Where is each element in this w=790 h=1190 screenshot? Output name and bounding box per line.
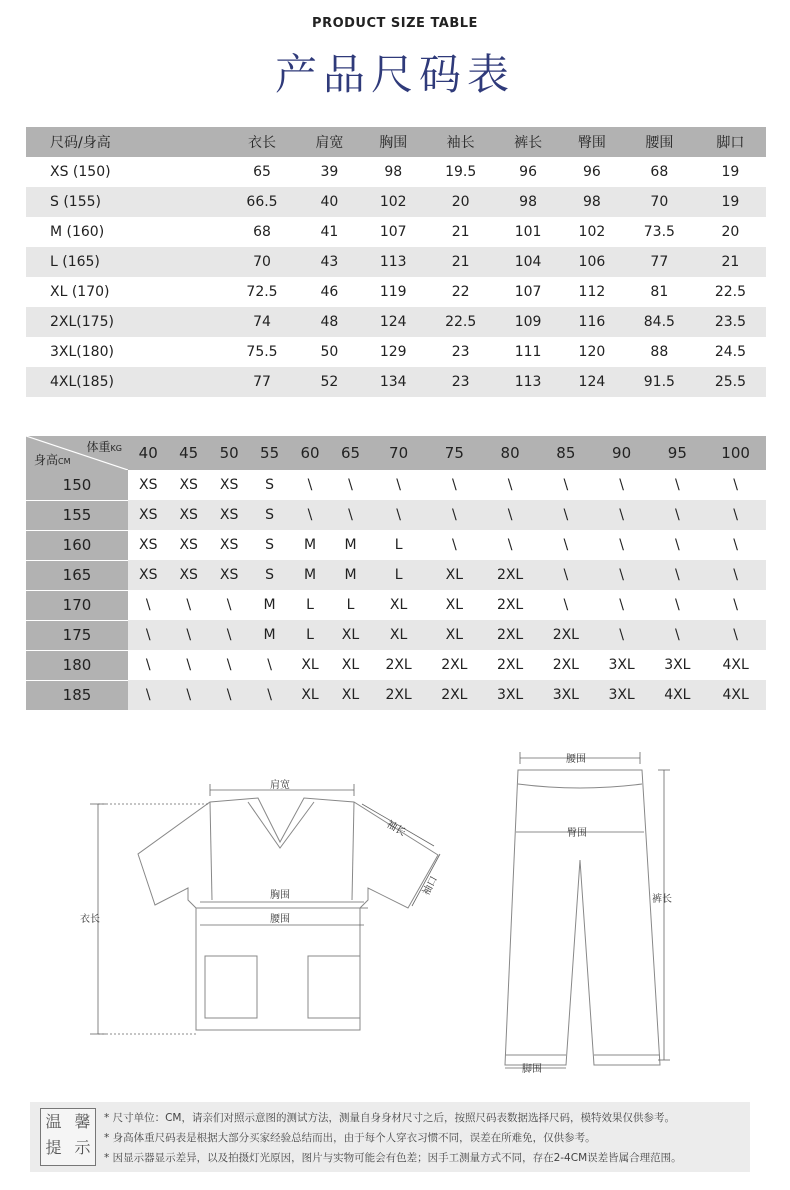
size-recommendation-cell: \: [128, 680, 168, 710]
size-recommendation-cell: M: [263, 597, 276, 613]
size-value-cell: 46: [320, 284, 339, 300]
size-recommendation-cell: M: [344, 537, 357, 553]
size-col-header: 衣长: [247, 135, 276, 151]
size-recommendation-cell: \: [563, 477, 569, 493]
page-eyebrow: PRODUCT SIZE TABLE: [312, 16, 478, 31]
label-shoulder: 肩宽: [270, 780, 290, 791]
size-recommendation-cell: XL: [290, 680, 330, 710]
size-recommendation-cell: XS: [179, 537, 198, 553]
size-value-cell: 98: [582, 194, 601, 210]
size-recommendation-cell: XS: [179, 477, 198, 493]
height-row-header: 150: [26, 470, 128, 500]
size-label-cell: 3XL(180): [50, 344, 114, 360]
weight-col-header: 80: [500, 444, 520, 462]
size-row: [26, 187, 766, 217]
size-value-cell: 91.5: [643, 374, 675, 390]
size-recommendation-cell: \: [619, 477, 624, 493]
pants-waistband: [518, 784, 642, 788]
size-value-cell: 96: [519, 164, 537, 180]
size-value-cell: 75.5: [246, 344, 278, 360]
size-recommendation-cell: \: [705, 620, 766, 650]
size-value-cell: 20: [721, 224, 740, 240]
weight-col-header: 40: [138, 444, 158, 462]
size-recommendation-cell: \: [619, 597, 624, 613]
size-recommendation-cell: XL: [445, 597, 464, 613]
size-row: [26, 307, 766, 337]
corner-weight-label: 体重KG: [86, 440, 122, 454]
size-value-cell: 52: [320, 374, 339, 390]
size-value-cell: 40: [320, 194, 339, 210]
size-value-cell: 21: [721, 254, 740, 270]
size-recommendation-cell: XL: [426, 620, 482, 650]
size-recommendation-cell: \: [594, 620, 650, 650]
size-value-cell: 129: [379, 344, 407, 360]
size-recommendation-cell: \: [538, 500, 594, 530]
label-hem: 脚围: [522, 1064, 542, 1075]
height-row-header: 175: [26, 620, 128, 650]
weight-row: [26, 470, 766, 500]
size-label-cell: 2XL(175): [50, 314, 114, 330]
size-value-cell: 101: [514, 224, 542, 240]
size-label-cell: S (155): [50, 194, 101, 210]
size-recommendation-cell: \: [649, 500, 705, 530]
size-recommendation-cell: \: [705, 560, 766, 590]
weight-row: [26, 680, 766, 710]
size-recommendation-cell: 4XL: [705, 680, 766, 710]
size-value-cell: 19.5: [445, 164, 477, 180]
size-recommendation-cell: \: [733, 477, 738, 493]
shirt-pocket-right: [308, 956, 360, 1018]
tip-line: * 身高体重尺码表是根据大部分买家经验总结而出，由于每个人穿衣习惯不同，误差在所难免，仅供参考。: [104, 1132, 596, 1144]
size-recommendation-cell: \: [674, 597, 680, 613]
size-recommendation-cell: S: [265, 537, 275, 553]
size-value-cell: 23: [451, 344, 470, 360]
label-chest: 胸围: [270, 890, 290, 901]
size-value-cell: 119: [379, 284, 407, 300]
size-recommendation-cell: 2XL: [552, 657, 579, 673]
weight-row: [26, 530, 766, 560]
size-recommendation-cell: XL: [389, 597, 408, 613]
size-recommendation-cell: \: [168, 620, 208, 650]
size-recommendation-cell: \: [507, 477, 513, 493]
weight-row: [26, 500, 766, 530]
size-recommendation-cell: 2XL: [441, 657, 468, 673]
size-value-cell: 73.5: [643, 224, 675, 240]
size-value-cell: 43: [320, 254, 339, 270]
size-recommendation-cell: XS: [209, 500, 249, 530]
weight-col-header: 70: [389, 444, 409, 462]
size-value-cell: 66.5: [246, 194, 278, 210]
size-value-cell: 107: [514, 284, 542, 300]
size-value-cell: 113: [379, 254, 407, 270]
size-recommendation-cell: \: [451, 477, 457, 493]
label-length: 衣长: [80, 914, 100, 925]
size-recommendation-cell: \: [674, 477, 680, 493]
size-value-cell: 96: [582, 164, 601, 180]
size-recommendation-cell: \: [396, 477, 401, 493]
weight-row: [26, 650, 766, 680]
size-value-cell: 68: [253, 224, 271, 240]
size-recommendation-cell: XS: [128, 560, 168, 590]
size-recommendation-cell: \: [209, 620, 249, 650]
size-recommendation-cell: \: [451, 537, 457, 553]
size-recommendation-cell: \: [249, 680, 289, 710]
weight-col-header: 90: [612, 444, 632, 462]
size-value-cell: 25.5: [714, 374, 747, 390]
tips-badge: [40, 1108, 96, 1166]
weight-row: [26, 620, 766, 650]
size-row: [26, 337, 766, 367]
size-recommendation-cell: 3XL: [594, 680, 650, 710]
size-recommendation-cell: \: [594, 500, 650, 530]
size-value-cell: 22.5: [714, 284, 747, 300]
size-label-cell: XL (170): [50, 284, 110, 300]
size-value-cell: 104: [514, 254, 542, 270]
table-corner: [26, 436, 128, 470]
size-recommendation-cell: XS: [168, 500, 208, 530]
size-value-cell: 22: [451, 284, 470, 300]
size-recommendation-cell: XS: [128, 500, 168, 530]
size-value-cell: 134: [379, 374, 407, 390]
height-row-header: 160: [26, 530, 128, 560]
size-value-cell: 109: [514, 314, 542, 330]
size-value-cell: 102: [379, 194, 407, 210]
size-recommendation-cell: XL: [330, 620, 370, 650]
size-value-cell: 98: [384, 164, 403, 180]
size-recommendation-cell: 2XL: [385, 657, 412, 673]
size-recommendation-cell: 3XL: [664, 657, 691, 673]
size-recommendation-cell: S: [249, 500, 289, 530]
size-recommendation-cell: \: [563, 597, 569, 613]
weight-col-header: 65: [340, 444, 361, 462]
size-recommendation-cell: 2XL: [426, 680, 482, 710]
size-recommendation-cell: \: [649, 560, 705, 590]
tip-line: * 尺寸单位：CM，请亲们对照示意图的测试方法，测量自身身材尺寸之后，按照尺码表数据选择尺码，模特效果仅供参考。: [104, 1112, 675, 1124]
pants-measure-lines: [505, 752, 670, 1068]
size-recommendation-cell: \: [563, 537, 569, 553]
size-recommendation-cell: XS: [138, 537, 158, 553]
size-recommendation-cell: XS: [168, 560, 208, 590]
size-value-cell: 112: [578, 284, 606, 300]
weight-col-header: 50: [219, 444, 239, 462]
size-recommendation-cell: L: [394, 537, 403, 553]
height-row-header: 165: [26, 560, 128, 590]
size-col-header: 脚口: [716, 135, 745, 151]
size-recommendation-cell: 2XL: [538, 620, 594, 650]
size-col-header: 袖长: [446, 135, 475, 151]
size-value-cell: 74: [253, 314, 271, 330]
measurement-diagram: [0, 730, 790, 1090]
size-label-cell: L (165): [50, 254, 100, 270]
size-value-cell: 116: [578, 314, 606, 330]
size-recommendation-cell: \: [619, 537, 624, 553]
size-table: [26, 127, 766, 397]
size-recommendation-cell: XL: [341, 657, 360, 673]
size-recommendation-cell: XL: [330, 680, 370, 710]
size-recommendation-cell: 2XL: [496, 597, 524, 613]
size-value-cell: 20: [451, 194, 470, 210]
weight-col-header: 85: [556, 444, 576, 462]
size-recommendation-cell: XS: [209, 560, 249, 590]
size-value-cell: 106: [578, 254, 606, 270]
size-recommendation-cell: 2XL: [482, 620, 538, 650]
size-recommendation-cell: \: [226, 657, 232, 673]
size-recommendation-cell: \: [186, 657, 192, 673]
size-value-cell: 65: [253, 164, 271, 180]
size-recommendation-cell: \: [426, 500, 482, 530]
size-recommendation-cell: \: [226, 597, 232, 613]
size-recommendation-cell: \: [507, 537, 513, 553]
size-value-cell: 77: [253, 374, 271, 390]
size-value-cell: 77: [650, 254, 669, 270]
size-recommendation-cell: \: [733, 537, 738, 553]
tip-line: * 因显示器显示差异，以及拍摄灯光原因，图片与实物可能会有色差；因手工测量方式不同，存在2-4CM误差皆属合理范围。: [104, 1152, 682, 1164]
weight-col-header: 75: [444, 444, 464, 462]
size-recommendation-cell: S: [265, 477, 275, 493]
size-value-cell: 21: [451, 254, 470, 270]
size-value-cell: 88: [650, 344, 669, 360]
weight-table-header: [26, 436, 766, 470]
size-col-header: 裤长: [514, 135, 543, 151]
size-label-cell: 4XL(185): [50, 374, 114, 390]
size-recommendation-cell: 2XL: [496, 657, 524, 673]
height-row-header: 180: [26, 650, 128, 680]
size-value-cell: 19: [721, 194, 740, 210]
label-hip: 臀围: [567, 828, 587, 839]
size-value-cell: 48: [320, 314, 339, 330]
size-recommendation-cell: \: [348, 477, 353, 493]
size-recommendation-cell: \: [705, 500, 766, 530]
size-value-cell: 39: [320, 164, 339, 180]
tips-badge-line1: 温 馨: [45, 1112, 95, 1131]
size-recommendation-cell: XL: [301, 657, 319, 673]
size-col-header: 尺码/身高: [50, 135, 111, 151]
size-recommendation-cell: L: [371, 560, 427, 590]
size-value-cell: 81: [650, 284, 669, 300]
size-value-cell: 72.5: [246, 284, 278, 300]
size-recommendation-cell: 3XL: [608, 657, 635, 673]
size-row: [26, 157, 766, 187]
size-recommendation-cell: \: [290, 500, 330, 530]
size-value-cell: 70: [650, 194, 669, 210]
size-recommendation-cell: M: [330, 560, 370, 590]
height-row-header: 155: [26, 500, 128, 530]
size-recommendation-cell: 4XL: [722, 657, 749, 673]
height-row-header: 185: [26, 680, 128, 710]
size-recommendation-cell: \: [330, 500, 370, 530]
size-recommendation-cell: L: [290, 620, 330, 650]
size-value-cell: 21: [451, 224, 470, 240]
label-sleeve-length: 袖长: [384, 819, 408, 839]
size-value-cell: 124: [578, 374, 606, 390]
label-cuff: 袖口: [420, 874, 441, 898]
size-value-cell: 41: [320, 224, 339, 240]
size-value-cell: 113: [514, 374, 542, 390]
size-recommendation-cell: M: [249, 620, 289, 650]
size-value-cell: 70: [253, 254, 271, 270]
size-recommendation-cell: XS: [219, 477, 239, 493]
pants-outline: [505, 770, 660, 1065]
size-recommendation-cell: \: [186, 597, 192, 613]
weight-col-header: 95: [667, 444, 687, 462]
size-value-cell: 19: [721, 164, 740, 180]
page-title: 产品尺码表: [274, 50, 515, 99]
label-waist-top: 腰围: [270, 914, 290, 925]
size-label-cell: XS (150): [50, 164, 111, 180]
size-value-cell: 23.5: [714, 314, 747, 330]
size-recommendation-cell: S: [249, 560, 289, 590]
size-label-cell: M (160): [50, 224, 105, 240]
size-recommendation-cell: 3XL: [538, 680, 594, 710]
size-value-cell: 24.5: [714, 344, 747, 360]
size-recommendation-cell: 2XL: [371, 680, 427, 710]
weight-col-header: 45: [179, 444, 199, 462]
tips-badge-line2: 提 示: [45, 1138, 95, 1157]
size-value-cell: 111: [514, 344, 542, 360]
size-recommendation-cell: \: [145, 657, 151, 673]
size-recommendation-cell: L: [346, 597, 355, 613]
size-recommendation-cell: \: [209, 680, 249, 710]
size-recommendation-cell: 4XL: [649, 680, 705, 710]
size-col-header: 肩宽: [315, 135, 344, 151]
size-col-header: 腰围: [645, 135, 674, 151]
size-recommendation-cell: \: [538, 560, 594, 590]
weight-row: [26, 590, 766, 620]
size-recommendation-cell: M: [290, 560, 330, 590]
size-value-cell: 50: [320, 344, 339, 360]
size-recommendation-cell: \: [307, 477, 313, 493]
size-recommendation-cell: 2XL: [482, 560, 538, 590]
size-recommendation-cell: \: [649, 620, 705, 650]
size-value-cell: 120: [578, 344, 606, 360]
shirt-sleeve-right-seam: [352, 802, 354, 900]
size-recommendation-cell: M: [303, 537, 317, 553]
size-value-cell: 98: [519, 194, 537, 210]
corner-height-label: 身高CM: [34, 453, 71, 467]
size-recommendation-cell: \: [371, 500, 427, 530]
weight-col-header: 60: [300, 444, 320, 462]
size-recommendation-cell: \: [594, 560, 650, 590]
shirt-pocket-left: [205, 956, 257, 1018]
size-recommendation-cell: \: [267, 657, 272, 673]
size-recommendation-cell: \: [674, 537, 680, 553]
tips-panel: [30, 1102, 750, 1172]
size-value-cell: 84.5: [643, 314, 675, 330]
label-pants-length: 裤长: [652, 894, 672, 905]
size-value-cell: 124: [379, 314, 407, 330]
size-value-cell: 68: [650, 164, 669, 180]
size-recommendation-cell: \: [733, 597, 738, 613]
size-recommendation-cell: XL: [371, 620, 427, 650]
size-value-cell: 22.5: [445, 314, 477, 330]
size-recommendation-cell: L: [306, 597, 314, 613]
weight-col-header: 100: [721, 444, 750, 462]
size-col-header: 臀围: [577, 135, 606, 151]
size-recommendation-cell: 3XL: [482, 680, 538, 710]
height-row-header: 170: [26, 590, 128, 620]
label-pants-waist: 腰围: [566, 754, 586, 765]
size-recommendation-cell: XS: [138, 477, 158, 493]
size-row: [26, 217, 766, 247]
size-table-header: [26, 127, 766, 157]
pants-illustration: [505, 770, 660, 1065]
tips-list: [104, 1108, 744, 1168]
size-recommendation-cell: \: [145, 597, 151, 613]
size-value-cell: 107: [379, 224, 407, 240]
size-recommendation-cell: XL: [426, 560, 482, 590]
size-recommendation-cell: \: [482, 500, 538, 530]
size-row: [26, 247, 766, 277]
size-row: [26, 277, 766, 307]
weight-col-header: 55: [260, 444, 280, 462]
size-value-cell: 102: [578, 224, 606, 240]
height-weight-table: [26, 436, 766, 711]
size-col-header: 胸围: [379, 135, 408, 151]
size-recommendation-cell: \: [168, 680, 208, 710]
weight-row: [26, 560, 766, 590]
shirt-sleeve-left-seam: [210, 802, 212, 900]
size-recommendation-cell: XS: [219, 537, 239, 553]
size-value-cell: 23: [451, 374, 470, 390]
size-row: [26, 367, 766, 397]
size-recommendation-cell: \: [128, 620, 168, 650]
